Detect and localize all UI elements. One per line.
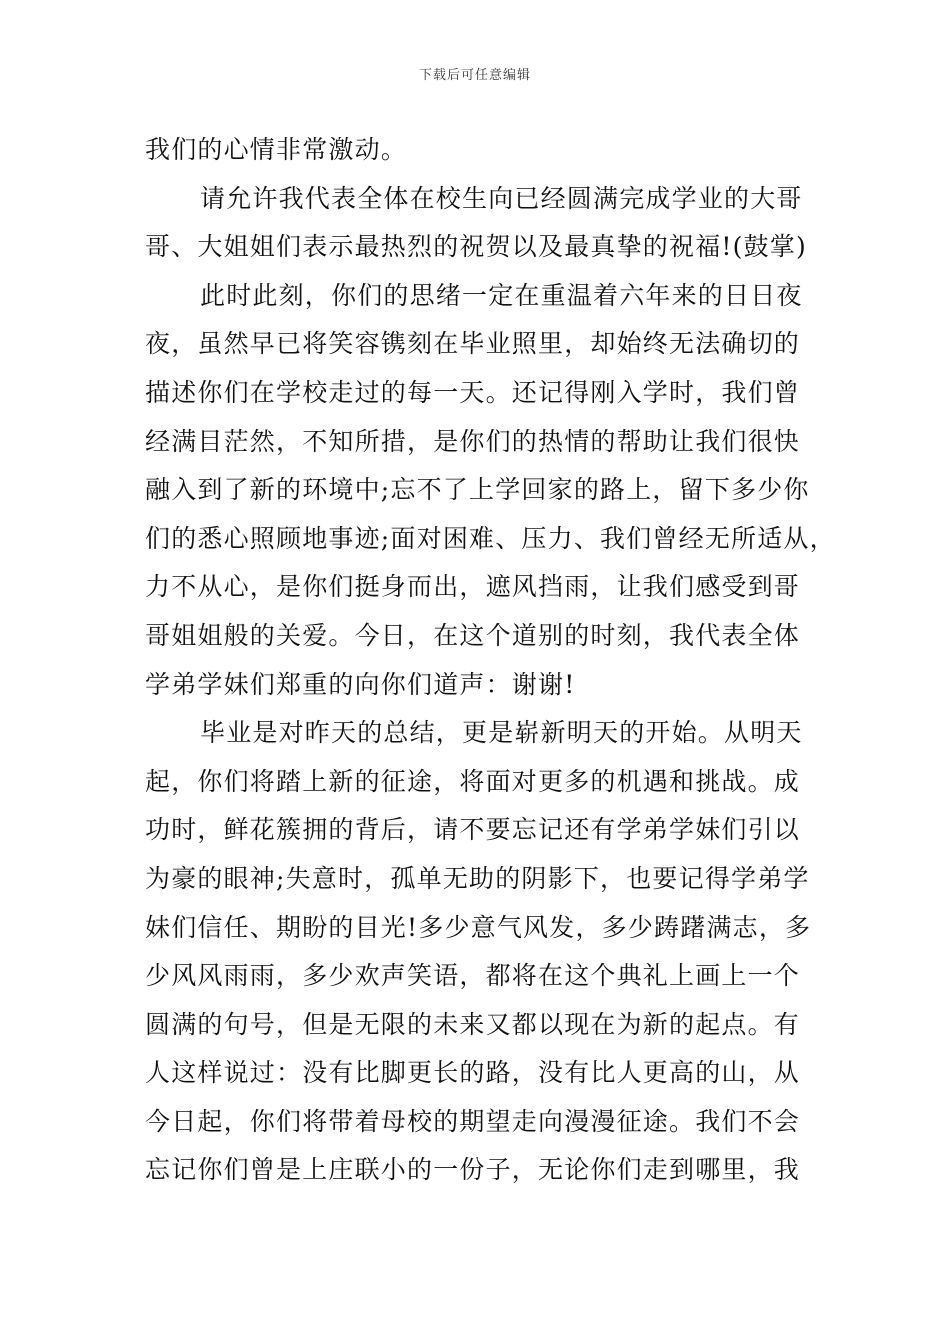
- text-line: 今日起，你们将带着母校的期望走向漫漫征途。我们不会: [145, 1106, 801, 1136]
- text-line: 哥姐姐般的关爱。今日，在这个道别的时刻，我代表全体: [145, 620, 801, 650]
- text-line: 妹们信任、期盼的目光!多少意气风发，多少踌躇满志，多: [145, 912, 812, 942]
- page-header: 下载后可任意编辑: [418, 68, 531, 83]
- text-line: 少风风雨雨，多少欢声笑语，都将在这个典礼上画上一个: [145, 961, 801, 991]
- text-line: 为豪的眼神;失意时，孤单无助的阴影下，也要记得学弟学: [145, 863, 810, 893]
- text-line: 描述你们在学校走过的每一天。还记得刚入学时，我们曾: [145, 377, 801, 407]
- paragraph-start-line: 请允许我代表全体在校生向已经圆满完成学业的大哥: [200, 183, 803, 213]
- text-line: 们的悉心照顾地事迹;面对困难、压力、我们曾经无所适从，: [145, 523, 836, 553]
- text-line: 功时，鲜花簇拥的背后，请不要忘记还有学弟学妹们引以: [145, 815, 801, 845]
- text-line: 忘记你们曾是上庄联小的一份子，无论你们走到哪里，我: [145, 1155, 801, 1185]
- text-line: 我们的心情非常激动。: [145, 135, 408, 164]
- text-line: 夜，虽然早已将笑容镌刻在毕业照里，却始终无法确切的: [145, 329, 801, 359]
- text-line: 经满目茫然，不知所措，是你们的热情的帮助让我们很快: [145, 426, 801, 456]
- text-line: 人这样说过：没有比脚更长的路，没有比人更高的山，从: [145, 1058, 801, 1088]
- paragraph-start-line: 毕业是对昨天的总结，更是崭新明天的开始。从明天: [200, 718, 803, 748]
- paragraph-start-line: 此时此刻，你们的思绪一定在重温着六年来的日日夜: [200, 280, 803, 310]
- text-line: 力不从心，是你们挺身而出，遮风挡雨，让我们感受到哥: [145, 572, 801, 602]
- text-line: 学弟学妹们郑重的向你们道声：谢谢!: [145, 669, 576, 699]
- document-body: [145, 126, 836, 1195]
- text-line: 圆满的句号，但是无限的未来又都以现在为新的起点。有: [145, 1009, 801, 1039]
- text-line: 起，你们将踏上新的征途，将面对更多的机遇和挑战。成: [145, 766, 801, 796]
- text-line: 融入到了新的环境中;忘不了上学回家的路上，留下多少你: [145, 475, 810, 505]
- text-line: 哥、大姐姐们表示最热烈的祝贺以及最真挚的祝福!(鼓掌): [145, 232, 807, 262]
